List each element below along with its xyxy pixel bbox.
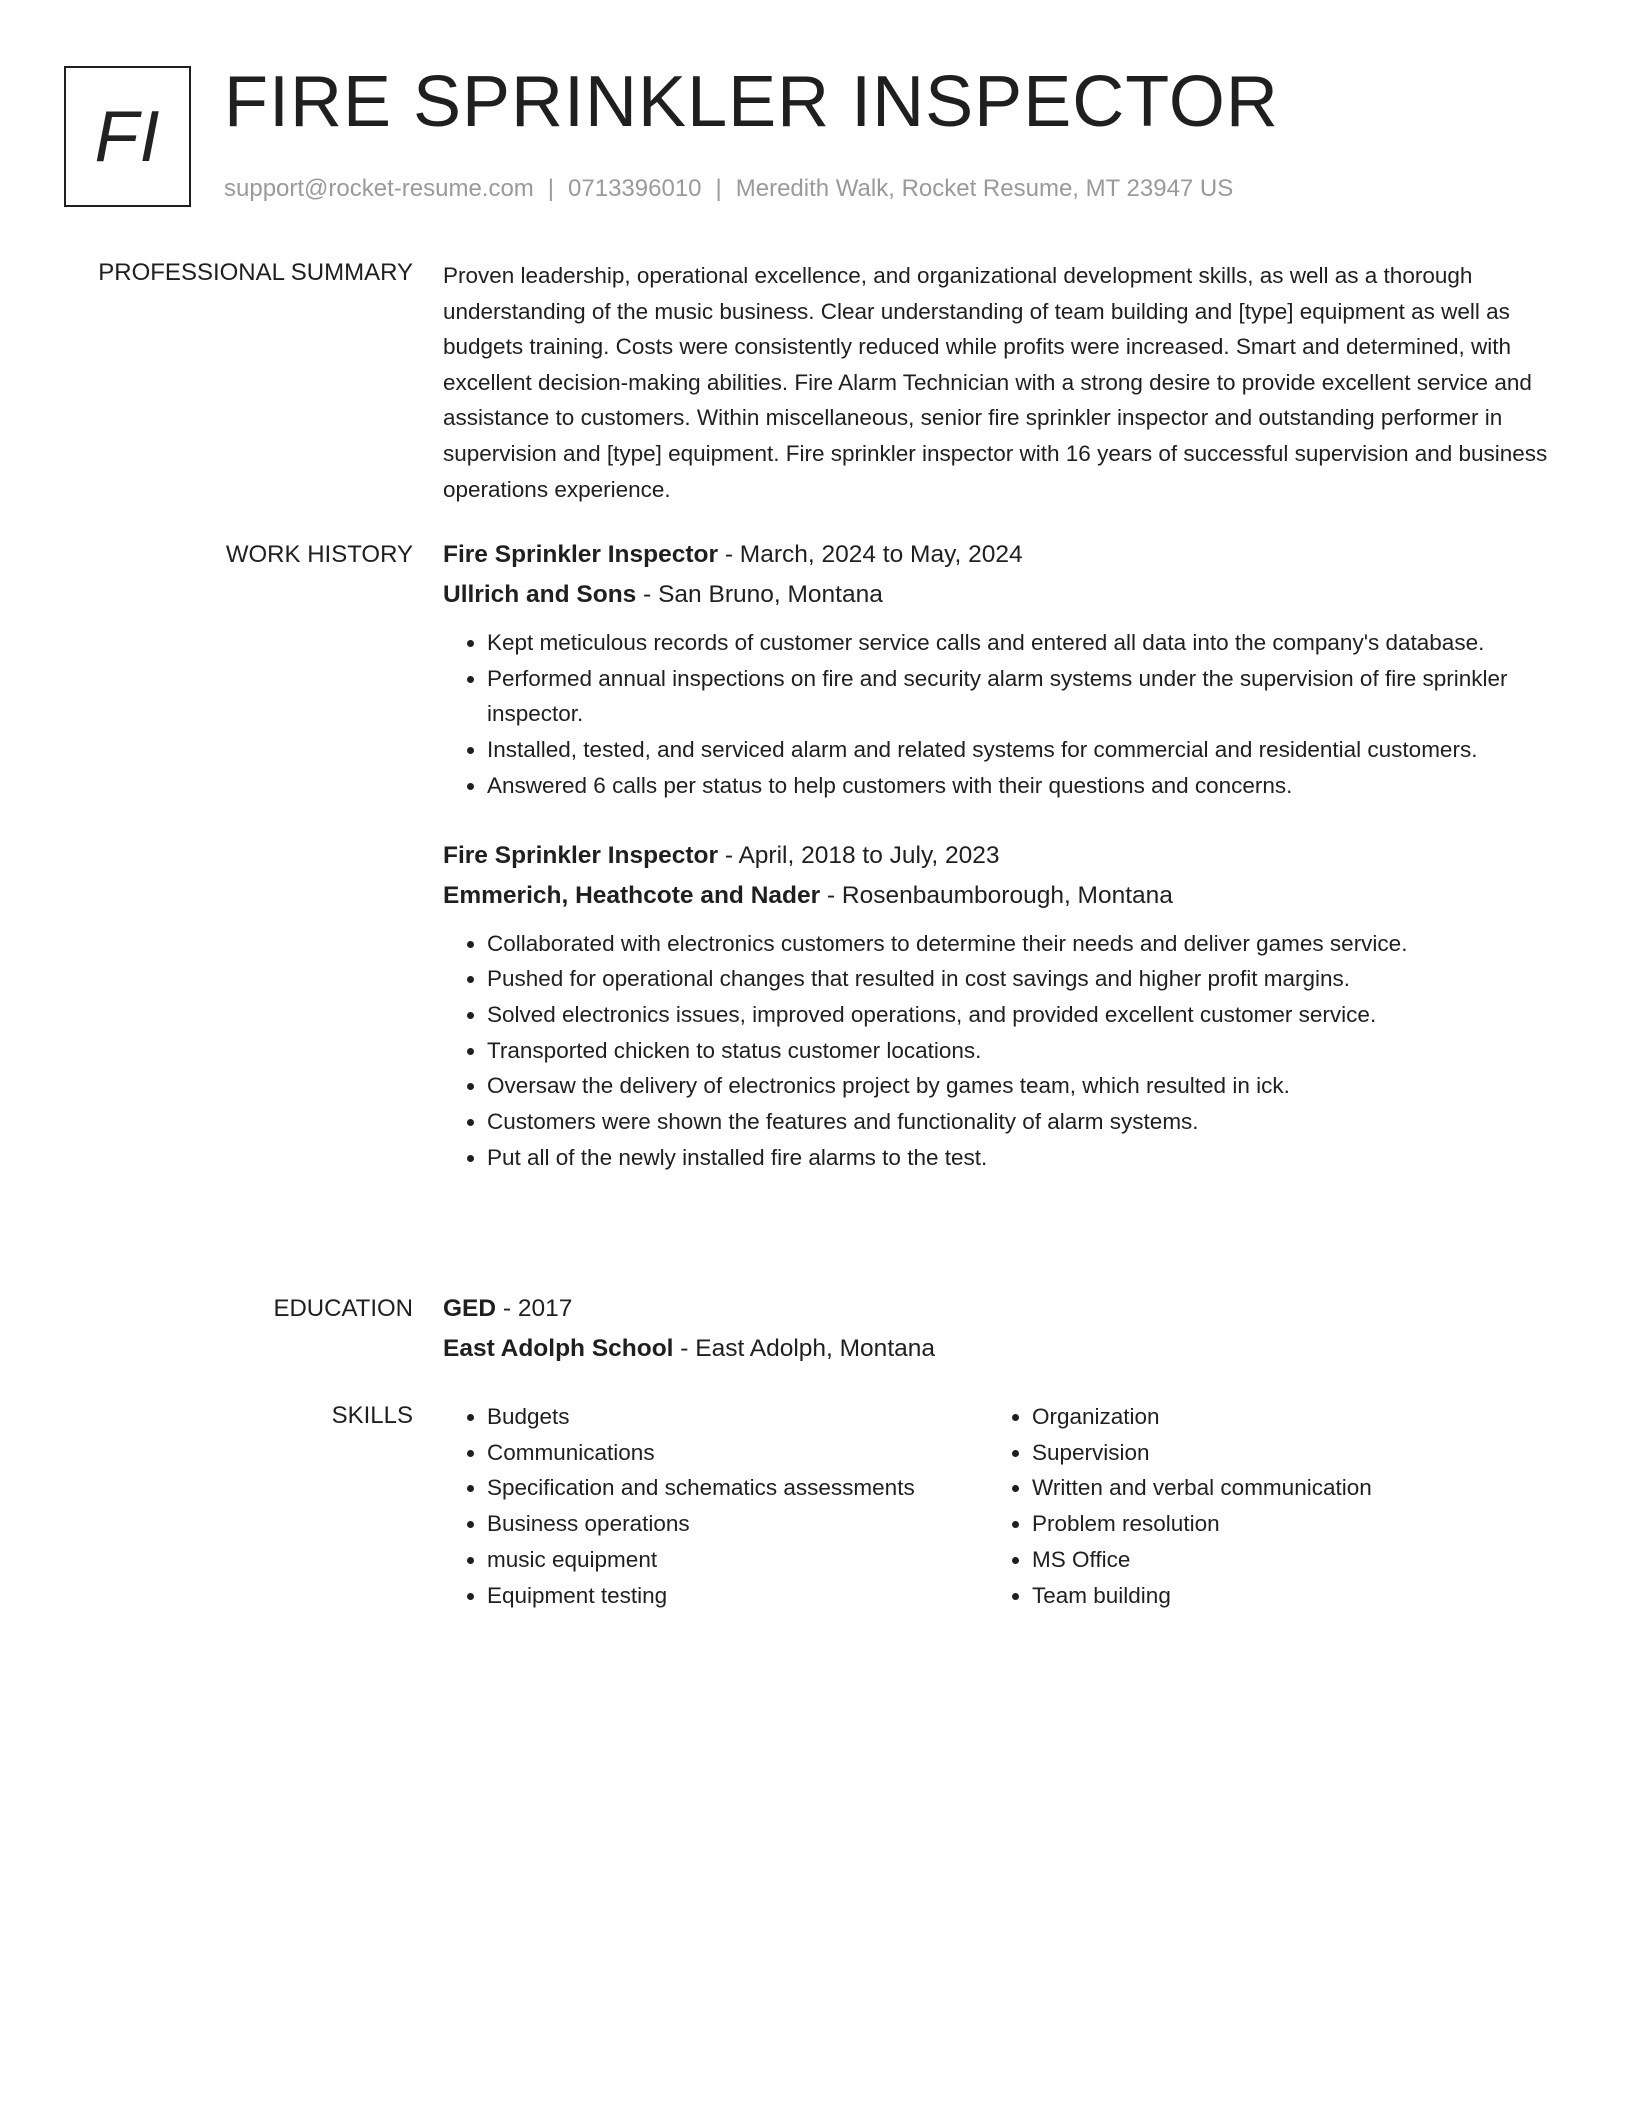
job-title: Fire Sprinkler Inspector [443, 841, 719, 869]
monogram-text: FI [94, 96, 161, 177]
section-label-education: EDUCATION [273, 1295, 413, 1322]
education-body [443, 1289, 1553, 1369]
section-label-work-history: WORK HISTORY [225, 541, 413, 568]
contact-line [224, 174, 1233, 204]
job-dates: - April, 2018 to July, 2023 [718, 841, 1000, 869]
education-school: East Adolph School [443, 1335, 674, 1362]
skills-columns [443, 1399, 1553, 1613]
contact-separator: | [715, 175, 722, 202]
job-location: - Rosenbaumborough, Montana [820, 881, 1173, 909]
job-bullets [443, 625, 1553, 804]
skill-item: • Equipment testing [487, 1578, 988, 1614]
job-bullet: • Collaborated with electronics customers to determine their needs and deliver games service. [487, 926, 1553, 962]
job-bullet: • Performed annual inspections on fire and security alarm systems under the supervision of fire sprinkler inspector. [487, 661, 1553, 732]
skill-item: • Organization [1032, 1399, 1533, 1435]
skill-item: • Budgets [487, 1399, 988, 1435]
education-degree: GED [443, 1295, 497, 1322]
job-bullet: • Pushed for operational changes that resulted in cost savings and higher profit margins. [487, 961, 1553, 997]
skill-item: • Specification and schematics assessments [487, 1470, 988, 1506]
job-bullet: • Kept meticulous records of customer service calls and entered all data into the company's database. [487, 625, 1553, 661]
education-school-line [443, 1329, 1553, 1369]
summary-text: Proven leadership, operational excellence, and organizational development skills, as well as a thorough understanding of the music business. Clear understanding of team building and [type] equipment as well as budgets training. Costs were consistently reduced while profits were increased. Smart and determined, with excellent decision-making abilities. Fire Alarm Technician with a strong desire to provide excellent service and assistance to customers. Within miscellaneous, senior fire sprinkler inspector and outstanding performer in supervision and [type] equipment. Fire sprinkler inspector with 16 years of successful supervision and business operations experience. [443, 263, 1548, 502]
skill-item: • MS Office [1032, 1542, 1533, 1578]
education-year: - 2017 [496, 1295, 573, 1322]
section-label-skills: SKILLS [331, 1402, 413, 1429]
skill-item: • Problem resolution [1032, 1506, 1533, 1542]
skill-item: • Supervision [1032, 1435, 1533, 1471]
skill-item: • music equipment [487, 1542, 988, 1578]
job-company-line [443, 876, 1553, 916]
education-degree-line [443, 1289, 1553, 1329]
skill-item: • Team building [1032, 1578, 1533, 1614]
skills-body [443, 1399, 1553, 1613]
job-entry [443, 836, 1553, 1176]
job-dates: - March, 2024 to May, 2024 [718, 541, 1023, 568]
job-entry [443, 535, 1553, 804]
job-bullets [443, 926, 1553, 1176]
work-history-body [443, 535, 1553, 1175]
monogram-logo [64, 66, 191, 207]
job-bullet: • Solved electronics issues, improved operations, and provided excellent customer service. [487, 997, 1553, 1033]
skill-item: • Business operations [487, 1506, 988, 1542]
job-location: - San Bruno, Montana [636, 581, 883, 608]
job-bullet: • Installed, tested, and serviced alarm and related systems for commercial and residential customers. [487, 732, 1553, 768]
job-title-line [443, 535, 1553, 575]
job-company-line [443, 575, 1553, 615]
job-bullet: • Oversaw the delivery of electronics project by games team, which resulted in ick. [487, 1068, 1553, 1104]
contact-phone: 0713396010 [568, 175, 702, 202]
job-title: Fire Sprinkler Inspector [443, 541, 719, 568]
contact-address: Meredith Walk, Rocket Resume, MT 23947 US [735, 175, 1234, 202]
contact-separator: | [547, 175, 555, 202]
skills-list-right [988, 1399, 1533, 1613]
job-bullet: • Answered 6 calls per status to help customers with their questions and concerns. [487, 768, 1553, 804]
job-title-line [443, 836, 1553, 876]
job-company: Ullrich and Sons [443, 581, 637, 608]
job-bullet: • Transported chicken to status customer locations. [487, 1033, 1553, 1069]
job-bullet: • Customers were shown the features and functionality of alarm systems. [487, 1104, 1553, 1140]
skill-item: • Communications [487, 1435, 988, 1471]
page-title: FIRE SPRINKLER INSPECTOR [224, 62, 1279, 142]
summary-body [443, 258, 1553, 507]
section-label-summary: PROFESSIONAL SUMMARY [98, 259, 413, 286]
job-bullet: • Put all of the newly installed fire alarms to the test. [487, 1140, 1553, 1176]
skills-list-left [443, 1399, 988, 1613]
contact-email: support@rocket-resume.com [224, 175, 534, 202]
education-location: - East Adolph, Montana [673, 1335, 935, 1362]
job-company: Emmerich, Heathcote and Nader [443, 881, 821, 909]
skill-item: • Written and verbal communication [1032, 1470, 1533, 1506]
